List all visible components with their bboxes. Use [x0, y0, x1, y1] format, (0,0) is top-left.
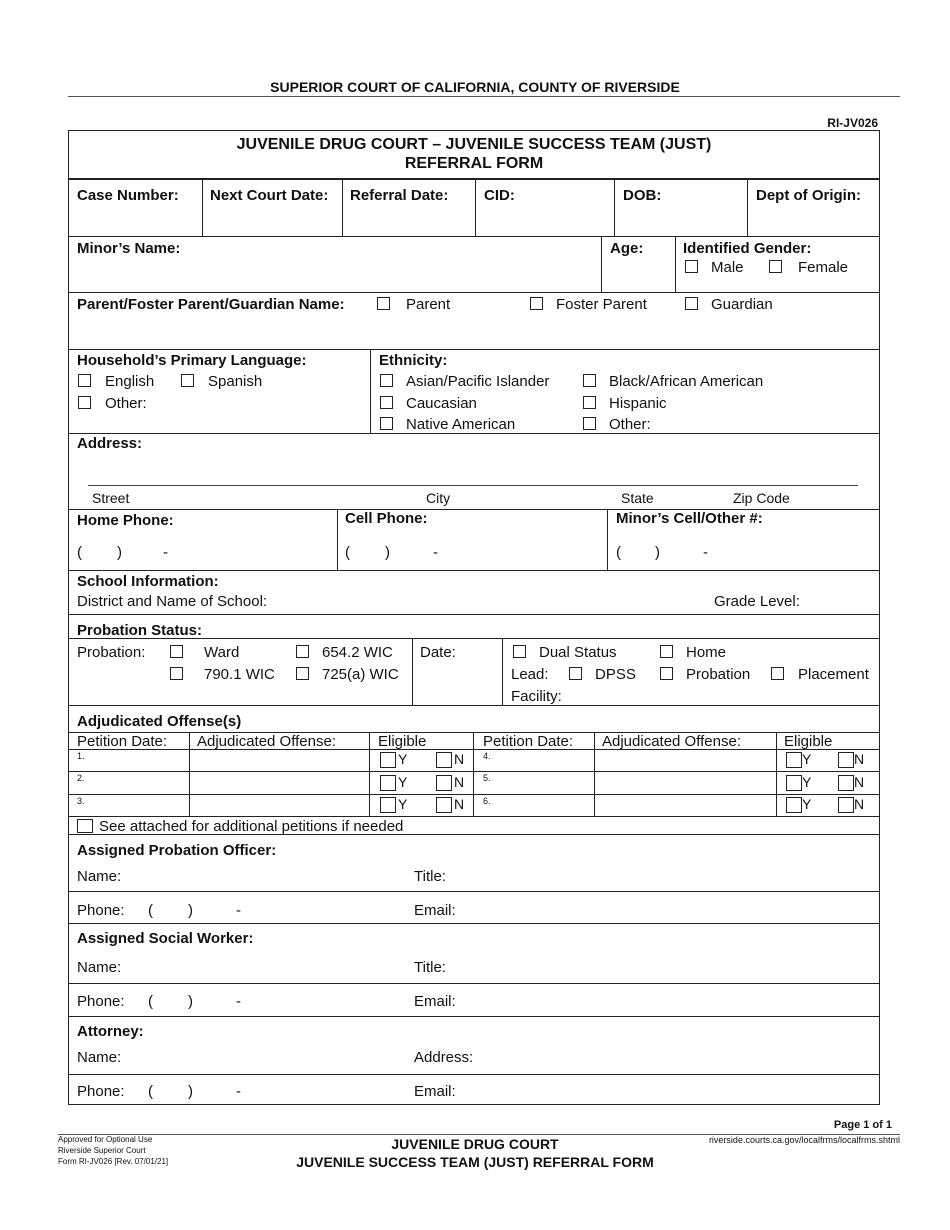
eligible-n-checkbox[interactable] [838, 775, 854, 791]
dept-of-origin-label: Dept of Origin: [756, 187, 861, 204]
row-number: 3. [77, 796, 85, 806]
zip-label: Zip Code [733, 490, 790, 506]
minors-name-label: Minor’s Name: [77, 240, 181, 257]
eligible-header-right: Eligible [784, 733, 833, 750]
divider [594, 732, 595, 816]
divider [68, 816, 880, 817]
hispanic-checkbox[interactable] [583, 396, 596, 409]
attorney-name-label: Name: [77, 1049, 122, 1066]
divider [502, 639, 503, 705]
sw-phone-dash: - [236, 993, 241, 1010]
eligible-y-checkbox[interactable] [786, 797, 802, 813]
wic654-label: 654.2 WIC [322, 644, 393, 661]
adjudicated-offense-header: Adjudicated Offense: [197, 733, 336, 750]
row-number: 1. [77, 751, 85, 761]
school-info-label: School Information: [77, 573, 219, 590]
eligible-y-checkbox[interactable] [380, 752, 396, 768]
probation-lead-label: Probation [686, 666, 751, 683]
sw-title-label: Title: [414, 959, 446, 976]
cell-phone-paren-close: ) [385, 544, 390, 561]
form-title-line1: JUVENILE DRUG COURT – JUVENILE SUCCESS TEAM (JUST) [236, 136, 712, 153]
petition-date-header-right: Petition Date: [483, 733, 574, 750]
other-ethnicity-checkbox[interactable] [583, 417, 596, 430]
parent-checkbox[interactable] [377, 297, 390, 310]
footer-title1: JUVENILE DRUG COURT [391, 1136, 559, 1152]
wic654-checkbox[interactable] [296, 645, 309, 658]
ward-label: Ward [204, 644, 240, 661]
social-worker-label: Assigned Social Worker: [77, 930, 254, 947]
eligible-n-checkbox[interactable] [436, 797, 452, 813]
divider [607, 510, 608, 570]
divider [68, 614, 880, 615]
probation-lead-checkbox[interactable] [660, 667, 673, 680]
divider [601, 237, 602, 292]
divider [776, 732, 777, 816]
po-email-label: Email: [414, 902, 456, 919]
divider [68, 983, 880, 984]
divider [614, 180, 615, 236]
n-label: N [454, 774, 465, 790]
divider [68, 705, 880, 706]
female-checkbox[interactable] [769, 260, 782, 273]
form-title-line2: REFERRAL FORM [404, 155, 544, 172]
divider [68, 891, 880, 892]
ward-checkbox[interactable] [170, 645, 183, 658]
n-label: N [854, 774, 865, 790]
divider [68, 1074, 880, 1075]
attorney-email-label: Email: [414, 1083, 456, 1100]
po-phone-paren-open: ( [148, 902, 153, 919]
wic725-checkbox[interactable] [296, 667, 309, 680]
cell-phone-paren-open: ( [345, 544, 350, 561]
probation-label: Probation: [77, 644, 146, 661]
sw-email-label: Email: [414, 993, 456, 1010]
eligible-n-checkbox[interactable] [436, 752, 452, 768]
divider [337, 510, 338, 570]
see-attached-checkbox[interactable] [77, 819, 93, 833]
sw-phone-paren-close: ) [188, 993, 193, 1010]
divider [189, 732, 190, 816]
minor-phone-paren-close: ) [655, 544, 660, 561]
divider [68, 349, 880, 350]
caucasian-label: Caucasian [406, 395, 477, 412]
y-label: Y [802, 751, 812, 767]
address-label: Address: [77, 435, 143, 452]
parent-label: Parent [406, 296, 451, 313]
wic790-label: 790.1 WIC [204, 666, 275, 683]
divider [473, 732, 474, 816]
n-label: N [454, 751, 465, 767]
row-number: 5. [483, 773, 491, 783]
divider [342, 180, 343, 236]
other-ethnicity-label: Other: [609, 416, 651, 433]
approved-line2: Riverside Superior Court [58, 1146, 146, 1155]
po-phone-label: Phone: [77, 902, 125, 919]
minor-cell-label: Minor’s Cell/Other #: [616, 510, 763, 527]
y-label: Y [802, 796, 812, 812]
home-label: Home [686, 644, 727, 661]
y-label: Y [398, 796, 408, 812]
divider [68, 433, 880, 434]
spanish-checkbox[interactable] [181, 374, 194, 387]
male-label: Male [711, 259, 744, 276]
identified-gender-label: Identified Gender: [683, 240, 812, 257]
eligible-y-checkbox[interactable] [380, 797, 396, 813]
sw-name-label: Name: [77, 959, 122, 976]
dpss-checkbox[interactable] [569, 667, 582, 680]
approved-line3: Form RI-JV026 [Rev. 07/01/21] [58, 1157, 169, 1166]
placement-label: Placement [798, 666, 869, 683]
y-label: Y [802, 774, 812, 790]
divider [68, 178, 880, 180]
n-label: N [854, 751, 865, 767]
wic725-label: 725(a) WIC [322, 666, 399, 683]
sw-phone-paren-open: ( [148, 993, 153, 1010]
n-label: N [454, 796, 465, 812]
po-phone-dash: - [236, 902, 241, 919]
row-number: 4. [483, 751, 491, 761]
divider [68, 923, 880, 924]
home-phone-label: Home Phone: [77, 512, 174, 529]
po-name-label: Name: [77, 868, 122, 885]
dpss-label: DPSS [595, 666, 636, 683]
city-label: City [426, 490, 451, 506]
street-label: Street [92, 490, 130, 506]
attorney-phone-dash: - [236, 1083, 241, 1100]
grade-level-label: Grade Level: [714, 593, 800, 610]
caucasian-checkbox[interactable] [380, 396, 393, 409]
probation-date-label: Date: [420, 644, 456, 661]
guardian-label: Guardian [711, 296, 773, 313]
eligible-n-checkbox[interactable] [436, 775, 452, 791]
page-number: Page 1 of 1 [833, 1119, 892, 1131]
next-court-date-label: Next Court Date: [210, 187, 329, 204]
placement-checkbox[interactable] [771, 667, 784, 680]
attorney-address-label: Address: [414, 1049, 474, 1066]
dual-status-label: Dual Status [539, 644, 617, 661]
black-checkbox[interactable] [583, 374, 596, 387]
divider [475, 180, 476, 236]
facility-label: Facility: [511, 688, 562, 705]
approved-line1: Approved for Optional Use [58, 1135, 153, 1144]
state-label: State [621, 490, 654, 506]
row-number: 6. [483, 796, 491, 806]
eligible-n-checkbox[interactable] [838, 797, 854, 813]
lead-label: Lead: [511, 666, 549, 683]
divider [747, 180, 748, 236]
foster-parent-checkbox[interactable] [530, 297, 543, 310]
other-language-label: Other: [105, 395, 147, 412]
home-phone-paren-open: ( [77, 544, 82, 561]
divider [68, 292, 880, 293]
petition-date-header: Petition Date: [77, 733, 168, 750]
eligible-y-checkbox[interactable] [786, 775, 802, 791]
asian-label: Asian/Pacific Islander [406, 373, 550, 390]
referral-date-label: Referral Date: [350, 187, 449, 204]
wic790-checkbox[interactable] [170, 667, 183, 680]
english-label: English [105, 373, 155, 390]
attorney-label: Attorney: [77, 1023, 144, 1040]
offenses-label: Adjudicated Offense(s) [77, 713, 242, 730]
adjudicated-offense-header-right: Adjudicated Offense: [602, 733, 741, 750]
english-checkbox[interactable] [78, 374, 91, 387]
ethnicity-label: Ethnicity: [379, 352, 448, 369]
see-attached-label: See attached for additional petitions if needed [99, 818, 404, 835]
address-line [88, 485, 858, 486]
home-checkbox[interactable] [660, 645, 673, 658]
attorney-phone-paren-open: ( [148, 1083, 153, 1100]
eligible-y-checkbox[interactable] [786, 752, 802, 768]
divider [68, 236, 880, 237]
cid-label: CID: [484, 187, 515, 204]
cell-phone-dash: - [433, 544, 438, 561]
header-rule [68, 96, 900, 97]
female-label: Female [798, 259, 849, 276]
divider [202, 180, 203, 236]
form-id: RI-JV026 [827, 116, 878, 130]
foster-parent-label: Foster Parent [556, 296, 647, 313]
probation-status-label: Probation Status: [77, 622, 203, 639]
cell-phone-label: Cell Phone: [345, 510, 428, 527]
eligible-header: Eligible [378, 733, 427, 750]
probation-officer-label: Assigned Probation Officer: [77, 842, 277, 859]
po-title-label: Title: [414, 868, 446, 885]
native-american-checkbox[interactable] [380, 417, 393, 430]
guardian-checkbox[interactable] [685, 297, 698, 310]
divider [68, 570, 880, 571]
footer-title2: JUVENILE SUCCESS TEAM (JUST) REFERRAL FORM [296, 1154, 654, 1170]
divider [412, 639, 413, 705]
divider [68, 1016, 880, 1017]
sw-phone-label: Phone: [77, 993, 125, 1010]
black-label: Black/African American [609, 373, 764, 390]
home-phone-dash: - [163, 544, 168, 561]
y-label: Y [398, 774, 408, 790]
n-label: N [854, 796, 865, 812]
minor-phone-paren-open: ( [616, 544, 621, 561]
attorney-phone-label: Phone: [77, 1083, 125, 1100]
divider [369, 732, 370, 816]
other-language-checkbox[interactable] [78, 396, 91, 409]
male-checkbox[interactable] [685, 260, 698, 273]
guardian-name-label: Parent/Foster Parent/Guardian Name: [77, 296, 345, 313]
court-name: SUPERIOR COURT OF CALIFORNIA, COUNTY OF RIVERSIDE [270, 79, 680, 95]
dual-status-checkbox[interactable] [513, 645, 526, 658]
po-phone-paren-close: ) [188, 902, 193, 919]
language-label: Household’s Primary Language: [77, 352, 307, 369]
age-label: Age: [610, 240, 644, 257]
hispanic-label: Hispanic [609, 395, 667, 412]
divider [675, 237, 676, 292]
divider [370, 350, 371, 433]
attorney-phone-paren-close: ) [188, 1083, 193, 1100]
case-number-label: Case Number: [77, 187, 179, 204]
asian-checkbox[interactable] [380, 374, 393, 387]
home-phone-paren-close: ) [117, 544, 122, 561]
eligible-y-checkbox[interactable] [380, 775, 396, 791]
row-number: 2. [77, 773, 85, 783]
form-frame [68, 130, 880, 1105]
dob-label: DOB: [623, 187, 662, 204]
footer-url: riverside.courts.ca.gov/localfrms/localfrms.shtml [708, 1135, 900, 1145]
minor-phone-dash: - [703, 544, 708, 561]
district-label: District and Name of School: [77, 593, 268, 610]
eligible-n-checkbox[interactable] [838, 752, 854, 768]
native-american-label: Native American [406, 416, 516, 433]
y-label: Y [398, 751, 408, 767]
spanish-label: Spanish [208, 373, 263, 390]
